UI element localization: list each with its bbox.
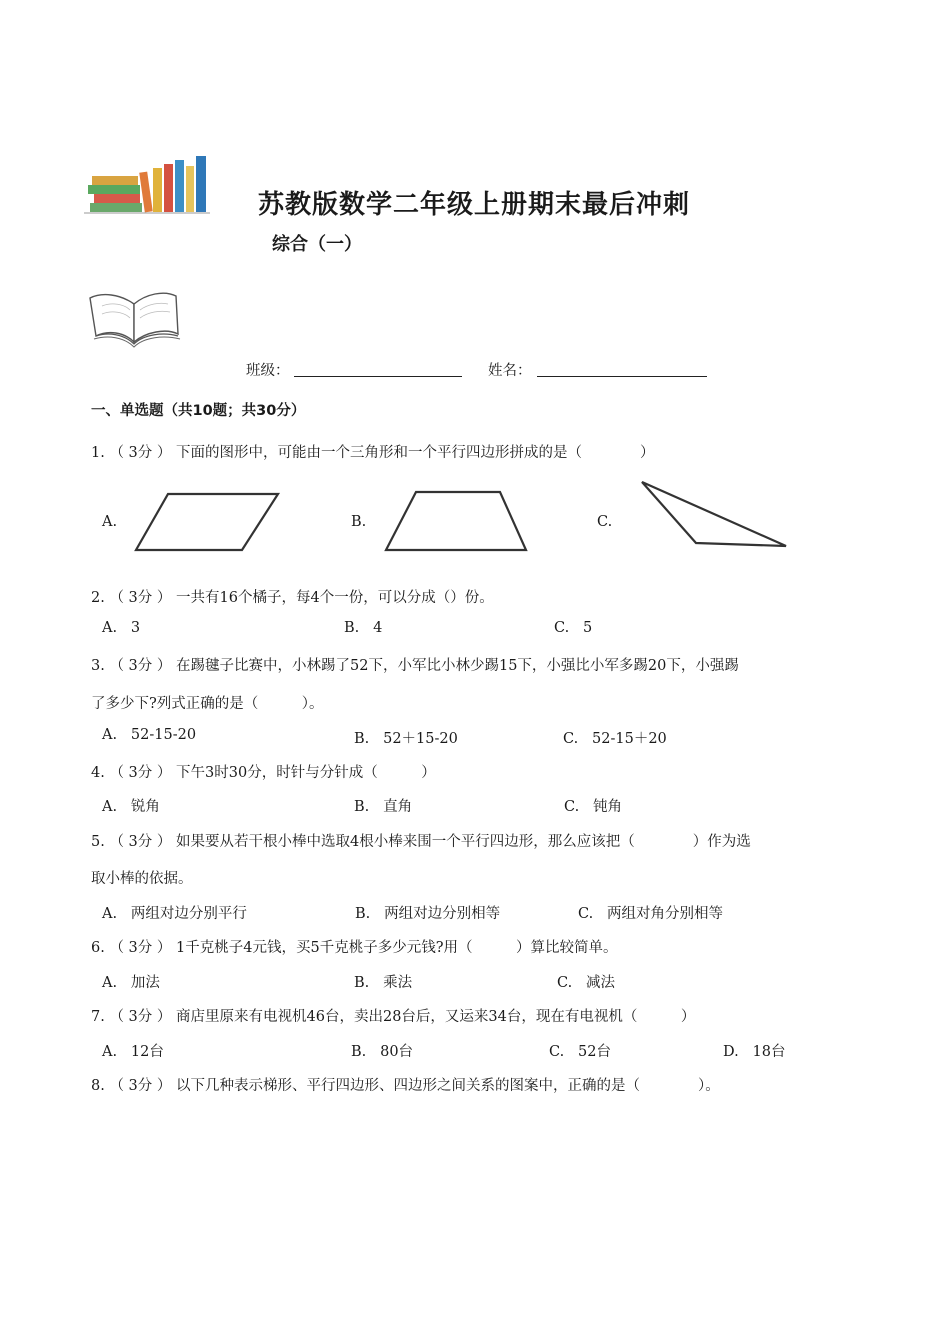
question-text: 一共有16个橘子，每4个一份，可以分成（）份。: [176, 590, 494, 606]
option-label: C.: [563, 731, 579, 747]
option-text: 加法: [130, 975, 160, 991]
option-text: 钝角: [593, 799, 623, 815]
option-text: 80台: [380, 1044, 414, 1060]
option-6a[interactable]: [102, 971, 160, 992]
question-score: （ 3分 ）: [109, 658, 172, 674]
option-text: 乘法: [383, 975, 413, 991]
question-5-continued: 取小棒的依据。: [91, 871, 193, 887]
option-6c[interactable]: [557, 971, 615, 992]
option-text: 5: [583, 620, 593, 636]
question-text: 1千克桃子4元钱，买5千克桃子多少元钱?用（ ）算比较简单。: [176, 940, 618, 956]
question-6: [91, 936, 617, 957]
option-label: C.: [578, 906, 594, 922]
option-label: D.: [723, 1044, 739, 1060]
option-3b[interactable]: [354, 727, 458, 748]
question-text: 如果要从若干根小棒中选取4根小棒来围一个平行四边形，那么应该把（ ）作为选: [176, 834, 751, 850]
question-number: 8.: [91, 1078, 105, 1094]
question-3-continued: 了多少下?列式正确的是（ ）。: [91, 696, 324, 712]
question-number: 4.: [91, 765, 105, 781]
question-text: 在踢毽子比赛中，小林踢了52下，小军比小林少踢15下，小强比小军多踢20下，小强踢: [176, 658, 739, 674]
option-7a[interactable]: [102, 1040, 164, 1061]
question-score: （ 3分 ）: [109, 445, 172, 461]
question-7: [91, 1005, 695, 1026]
option-text: 两组对角分别相等: [607, 906, 724, 922]
option-5a[interactable]: [102, 902, 247, 923]
question-5: [91, 830, 751, 851]
option-text: 12台: [130, 1044, 164, 1060]
option-2a[interactable]: [102, 620, 140, 636]
question-number: 2.: [91, 590, 105, 606]
option-3a[interactable]: [102, 727, 196, 743]
question-text: 商店里原来有电视机46台，卖出28台后，又运来34台，现在有电视机（ ）: [176, 1009, 696, 1025]
name-label: 姓名：: [488, 363, 532, 379]
option-label: A.: [102, 620, 118, 636]
option-text: 52台: [578, 1044, 611, 1060]
option-text: 锐角: [130, 799, 160, 815]
option-label: B.: [355, 906, 371, 922]
option-2b[interactable]: [344, 620, 382, 636]
question-score: （ 3分 ）: [109, 1078, 172, 1094]
question-number: 6.: [91, 940, 105, 956]
option-1a-label[interactable]: A.: [102, 514, 118, 530]
option-5b[interactable]: [355, 902, 500, 923]
option-2c[interactable]: [554, 620, 592, 636]
trapezoid-shape: [380, 486, 530, 556]
question-4: [91, 761, 436, 782]
option-7c[interactable]: [549, 1040, 611, 1061]
option-text: 两组对边分别相等: [384, 906, 501, 922]
option-text: 52-15＋20: [592, 731, 667, 747]
option-label: A.: [102, 1044, 118, 1060]
question-3: [91, 654, 739, 675]
question-number: 3.: [91, 658, 105, 674]
option-label: B.: [354, 975, 370, 991]
question-text: 以下几种表示梯形、平行四边形、四边形之间关系的图案中，正确的是（ ）。: [176, 1078, 720, 1094]
option-text: 两组对边分别平行: [130, 906, 247, 922]
open-book-icon: [84, 286, 184, 350]
option-6b[interactable]: [354, 971, 412, 992]
option-5c[interactable]: [578, 902, 723, 923]
question-number: 1.: [91, 445, 105, 461]
parallelogram-shape: [130, 486, 285, 556]
triangle-shape: [636, 476, 792, 552]
option-7b[interactable]: [351, 1040, 413, 1061]
question-score: （ 3分 ）: [109, 834, 172, 850]
class-label: 班级：: [246, 363, 290, 379]
option-label: A.: [102, 975, 118, 991]
option-text: 52＋15-20: [383, 731, 458, 747]
class-field[interactable]: [294, 360, 462, 377]
question-score: （ 3分 ）: [109, 1009, 172, 1025]
option-text: 18台: [752, 1044, 786, 1060]
option-3c[interactable]: [563, 727, 667, 748]
question-score: （ 3分 ）: [109, 940, 172, 956]
option-4c[interactable]: [564, 795, 622, 816]
option-label: B.: [351, 1044, 367, 1060]
option-label: B.: [344, 620, 360, 636]
question-score: （ 3分 ）: [109, 590, 172, 606]
question-8: [91, 1074, 720, 1095]
name-field[interactable]: [537, 360, 707, 377]
option-7d[interactable]: [723, 1040, 786, 1061]
option-label: C.: [549, 1044, 565, 1060]
option-1c-label[interactable]: C.: [597, 514, 613, 530]
option-label: A.: [102, 906, 118, 922]
option-label: C.: [554, 620, 570, 636]
option-1b-label[interactable]: B.: [351, 514, 367, 530]
section-heading: 一、单选题（共10题；共30分）: [91, 403, 306, 419]
option-label: B.: [354, 731, 370, 747]
page-title: 苏教版数学二年级上册期末最后冲刺: [258, 190, 691, 220]
option-label: A.: [102, 799, 118, 815]
question-text: 下午3时30分，时针与分针成（ ）: [176, 765, 436, 781]
question-number: 5.: [91, 834, 105, 850]
option-label: B.: [354, 799, 370, 815]
option-label: A.: [102, 727, 118, 743]
question-number: 7.: [91, 1009, 105, 1025]
option-text: 减法: [586, 975, 616, 991]
page-subtitle: 综合（一）: [272, 234, 362, 255]
option-label: C.: [564, 799, 580, 815]
option-label: C.: [557, 975, 573, 991]
question-text: 下面的图形中，可能由一个三角形和一个平行四边形拼成的是（ ）: [176, 445, 655, 461]
question-1: [91, 441, 655, 462]
option-text: 4: [373, 620, 383, 636]
option-text: 52-15-20: [130, 727, 197, 743]
option-4a[interactable]: [102, 795, 160, 816]
option-4b[interactable]: [354, 795, 412, 816]
option-text: 直角: [383, 799, 413, 815]
question-2: [91, 586, 494, 607]
books-stack-icon: [80, 152, 214, 218]
question-score: （ 3分 ）: [109, 765, 172, 781]
option-text: 3: [130, 620, 141, 636]
